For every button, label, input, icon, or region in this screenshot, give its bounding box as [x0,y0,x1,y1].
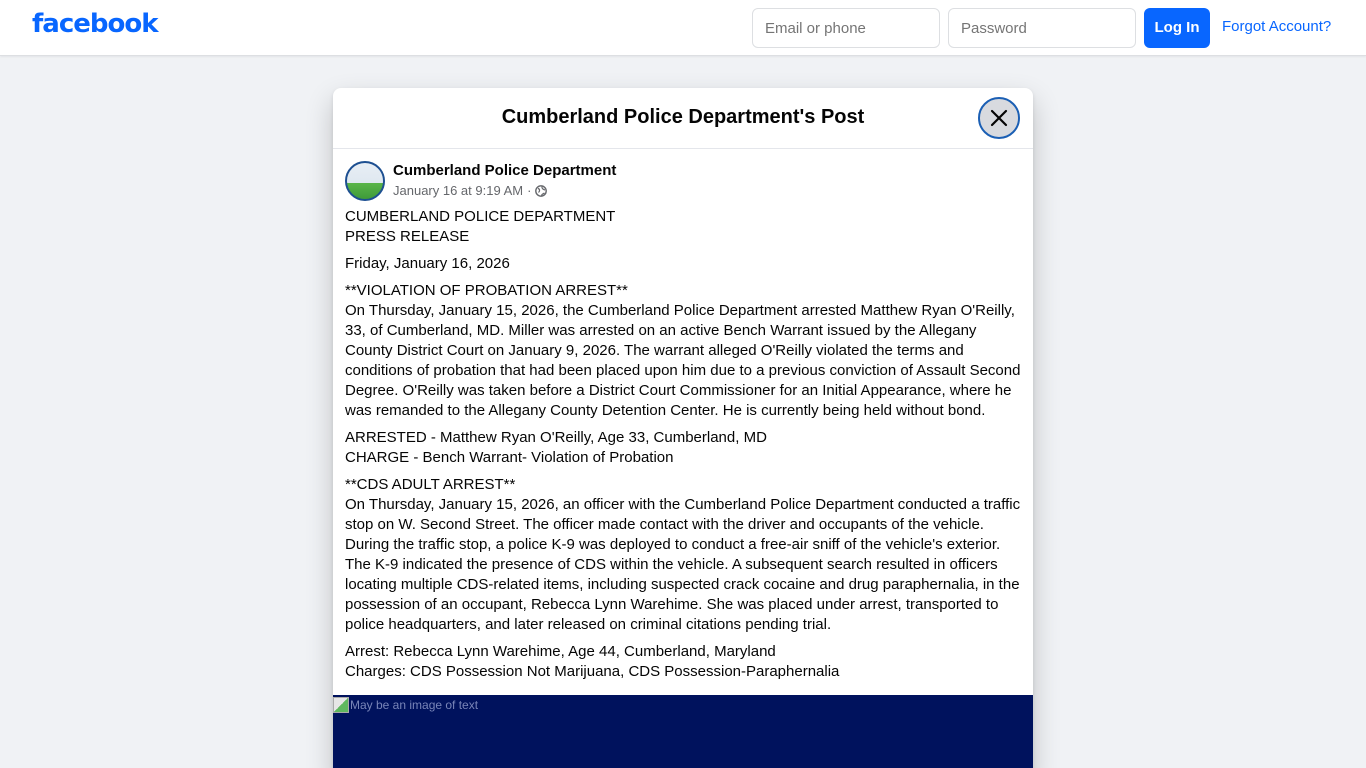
probation-charge-paragraph: ARRESTED - Matthew Ryan O'Reilly, Age 33, Cumberland, MD CHARGE - Bench Warrant- Violation of Probation [345,429,767,466]
post-image[interactable] [333,695,1033,768]
image-alt-text: May be an image of text [333,697,478,713]
email-input[interactable] [752,8,940,48]
top-bar [0,0,1366,56]
login-button[interactable]: Log In [1144,8,1210,48]
close-button[interactable] [978,97,1020,139]
facebook-logo[interactable]: facebook [32,9,158,39]
post-meta [393,183,547,198]
author-name[interactable]: Cumberland Police Department [393,162,617,179]
meta-separator: · [527,183,532,198]
header-paragraph: CUMBERLAND POLICE DEPARTMENT PRESS RELEASE [345,208,616,245]
date-paragraph: Friday, January 16, 2026 [345,255,510,272]
dialog-header [333,88,1033,149]
broken-image-icon [333,697,349,713]
post-dialog [333,88,1033,768]
globe-icon [535,185,547,197]
post-body [345,207,1025,689]
page-avatar[interactable] [345,161,385,201]
cds-arrest-paragraph: **CDS ADULT ARREST** On Thursday, January 15, 2026, an officer with the Cumberland Police Department conducted a traffic stop on W. Second Street. The officer made contact with the driver and occupants of the vehicle. During the traffic stop, a police K-9 was deployed to conduct a free-air sniff of the vehicle's exterior. The K-9 indicated the presence of CDS within the vehicle. A subsequent search resulted in officers locating multiple CDS-related items, including suspected crack cocaine and drug paraphernalia, in the possession of an occupant, Rebecca Lynn Warehime. She was placed under arrest, transported to police headquarters, and later released on criminal citations pending trial. [345,476,1021,633]
close-icon [990,109,1008,127]
post-timestamp[interactable]: January 16 at 9:19 AM [393,183,524,198]
probation-arrest-paragraph: **VIOLATION OF PROBATION ARREST** On Thursday, January 15, 2026, the Cumberland Police Department arrested Matthew Ryan O'Reilly, 33, of Cumberland, MD. Miller was arrested on an active Bench Warrant issued by the Allegany County District Court on January 9, 2026. The warrant alleged O'Reilly violated the terms and conditions of probation that had been placed upon him due to a previous conviction of Assault Second Degree. O'Reilly was taken before a District Court Commissioner for an Initial Appearance, where he was remanded to the Allegany County Detention Center. He is currently being held without bond. [345,282,1021,419]
dialog-title: Cumberland Police Department's Post [501,106,865,128]
forgot-account-link[interactable]: Forgot Account? [1222,18,1332,35]
password-input[interactable] [948,8,1136,48]
cds-charge-paragraph: Arrest: Rebecca Lynn Warehime, Age 44, Cumberland, Maryland Charges: CDS Possession Not Marijuana, CDS Possession-Paraphernalia [345,643,840,680]
